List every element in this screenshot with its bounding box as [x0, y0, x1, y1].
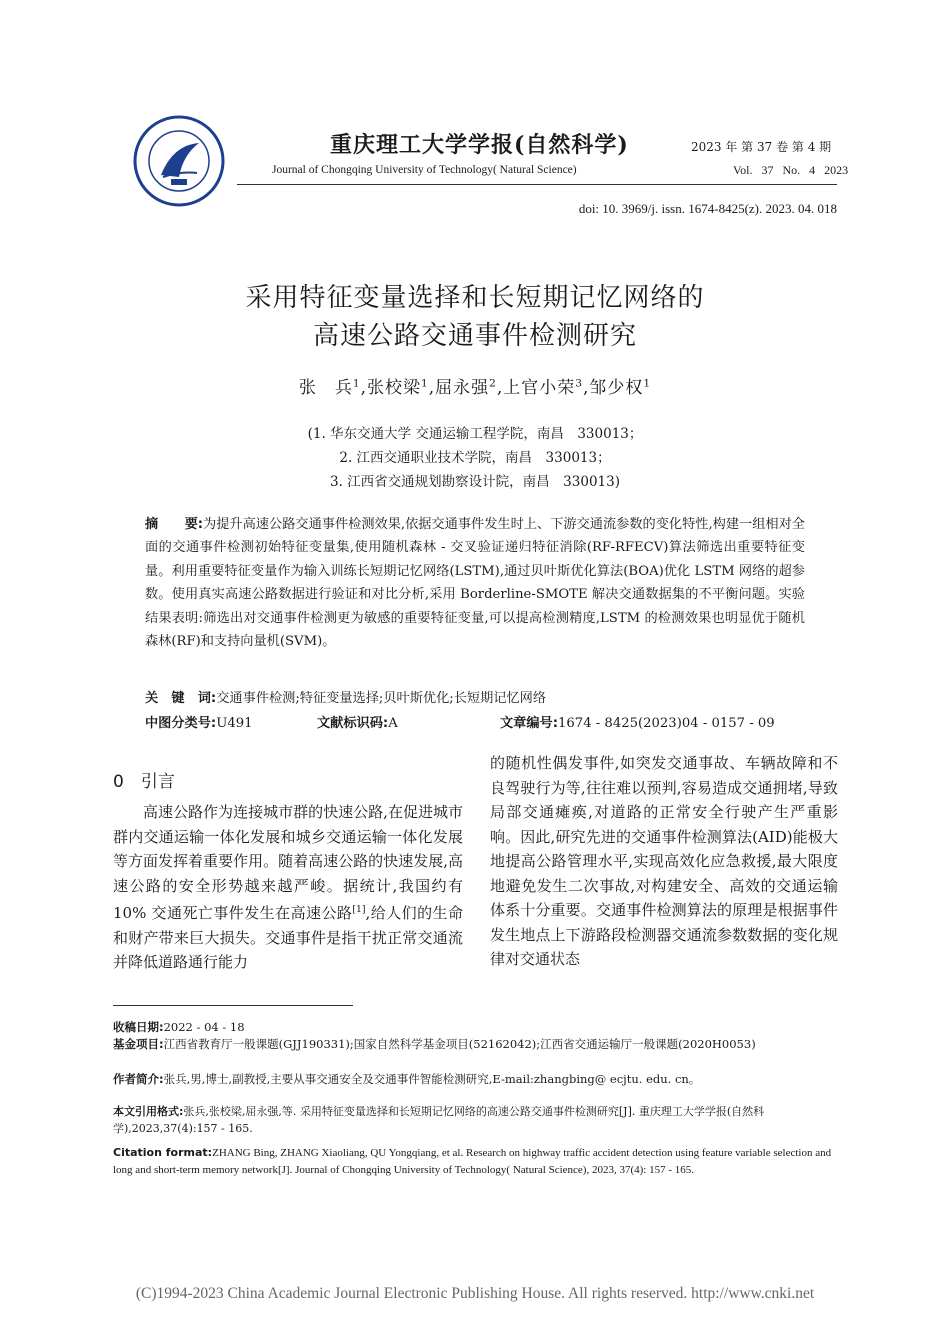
paper-title-line2: 高速公路交通事件检测研究	[312, 321, 637, 351]
author-name: 张校梁	[367, 378, 422, 398]
abstract	[145, 513, 805, 653]
classification-row	[145, 712, 805, 731]
author-name: 邹少权	[589, 378, 644, 398]
keywords	[145, 687, 546, 706]
journal-title-cn: 重庆理工大学学报(自然科学)	[330, 132, 629, 158]
affiliation: (1. 华东交通大学 交通运输工程学院，南昌 330013；	[307, 426, 643, 442]
paper-title-line1: 采用特征变量选择和长短期记忆网络的	[245, 283, 705, 313]
journal-title-en: Journal of Chongqing University of Technology( Natural Science)	[272, 164, 577, 176]
copyright-footer: (C)1994-2023 China Academic Journal Electronic Publishing House. All rights reserved. http://www.cnki.net	[135, 1285, 815, 1302]
section-heading-introduction: 0 引言	[113, 772, 175, 792]
doccode-label: 文献标识码:	[317, 716, 389, 731]
clc-label: 中图分类号:	[145, 716, 217, 731]
reference-link[interactable]: [1]	[352, 904, 366, 915]
issue-info-cn: 2023 年 第 37 卷 第 4 期	[691, 140, 832, 154]
clc-value: U491	[216, 716, 253, 731]
citation-cn: 本文引用格式:张兵,张校梁,屈永强,等. 采用特征变量选择和长短期记忆网络的高速公路交通事件检测研究[J]. 重庆理工大学学报(自然科学),2023,37(4):157 - 165.	[113, 1105, 765, 1135]
body-left-column: 高速公路作为连接城市群的快速公路,在促进城市群内交通运输一体化发展和城乡交通运输一体化发展等方面发挥着重要作用。随着高速公路的快速发展,高速公路的安全形势越来越严峻。据统计,我国约有 10% 交通死亡事件发生在高速公路[1],给人们的生命和财产带来巨大损失。交通事件是指干扰正常交通流并降低道路通行能力	[113, 803, 463, 971]
university-seal-logo	[133, 115, 225, 207]
article-no-value: 1674 - 8425(2023)04 - 0157 - 09	[558, 716, 775, 731]
doccode-value: A	[388, 716, 398, 731]
abstract-text: 为提升高速公路交通事件检测效果,依据交通事件发生时上、下游交通流参数的变化特性,构建一组相对全面的交通事件检测初始特征变量集,使用随机森林 - 交叉验证递归特征消除(RF-RFECV)算法筛选出重要特征变量。利用重要特征变量作为输入训练长短期记忆网络(LSTM),通过贝叶斯优化算法(BOA)优化 LSTM 网络的超参数。使用真实高速公路数据进行验证和对比分析,采用 Borderline-SMOTE 解决交通数据集的不平衡问题。实验结果表明:筛选出对交通事件检测更为敏感的重要特征变量,可以提高检测精度,LSTM 的检测效果也明显优于随机森林(RF)和支持向量机(SVM)。	[145, 517, 805, 650]
author-list: 张 兵$^1$,张校梁$^1$,屈永强$^2$,上官小荣$^3$,邹少权$^1$	[298, 377, 652, 398]
citation-en: Citation format:ZHANG Bing, ZHANG Xiaoliang, QU Yongqiang, et al. Research on highway traffic accident detection using feature variable selection and long and short-term memory network[J]. Journal of Chongqing University of Technology( Natural Science), 2023, 37(4): 157 - 165.	[113, 1146, 832, 1176]
keywords-text: 交通事件检测;特征变量选择;贝叶斯优化;长短期记忆网络	[216, 691, 547, 706]
affiliation: 2. 江西交通职业技术学院，南昌 330013；	[339, 450, 611, 466]
doi: doi: 10. 3969/j. issn. 1674-8425(z). 2023. 04. 018	[578, 201, 837, 216]
body-right-column: 的随机性偶发事件,如突发交通事故、车辆故障和不良驾驶行为等,往往难以预判,容易造成交通拥堵,导致局部交通瘫痪,对道路的正常安全行驶产生严重影响。因此,研究先进的交通事件检测算法(AID)能极大地提高公路管理水平,实现高效化应急救援,最大限度地避免发生二次事故,对构建安全、高效的交通运输体系十分重要。交通事件检测算法的原理是根据事件发生地点上下游路段检测器交通流参数数据的变化规律对交通状态	[490, 754, 838, 968]
footnote-author: 作者简介:张兵,男,博士,副教授,主要从事交通安全及交通事件智能检测研究,E-mail:zhangbing@ ecjtu. edu. cn。	[113, 1072, 701, 1086]
footnote-received: 收稿日期:2022 - 04 - 18	[113, 1020, 245, 1034]
affiliation: 3. 江西省交通规划勘察设计院，南昌 330013)	[330, 474, 620, 490]
author-name: 张 兵	[298, 378, 353, 398]
keywords-label: 关 键 词:	[145, 691, 217, 706]
footnote-divider	[113, 1005, 353, 1006]
author-name: 屈永强	[435, 378, 490, 398]
author-name: 上官小荣	[503, 378, 576, 398]
abstract-label: 摘 要:	[145, 517, 204, 532]
footnote-fund: 基金项目:江西省教育厅一般课题(GJJ190331);国家自然科学基金项目(52162042);江西省交通运输厅一般课题(2020H0053)	[113, 1037, 756, 1051]
article-no-label: 文章编号:	[500, 716, 559, 731]
header-divider	[237, 184, 837, 185]
issue-info-en: Vol. 37 No. 4 2023	[733, 163, 849, 177]
